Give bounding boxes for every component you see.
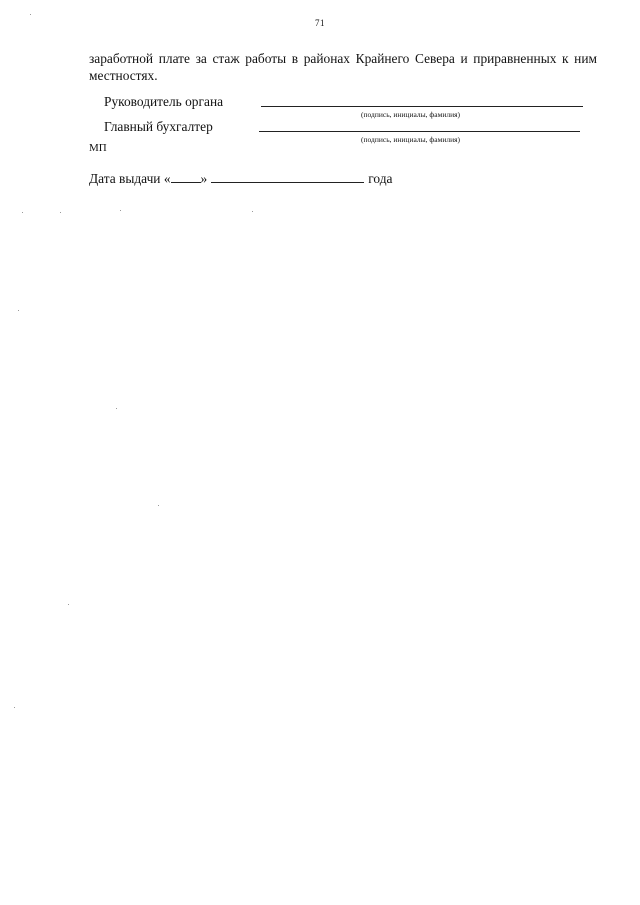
- issue-date-month-blank: [211, 170, 364, 183]
- stamp-label: МП: [89, 142, 107, 154]
- scan-speck: [60, 212, 61, 213]
- signature-label-head: Руководитель органа: [104, 94, 224, 109]
- signature-caption-head: (подпись, инициалы, фамилия): [361, 110, 461, 119]
- signature-caption-accountant: (подпись, инициалы, фамилия): [361, 135, 461, 144]
- signature-line-head: [261, 106, 583, 107]
- scan-speck: [14, 707, 15, 708]
- scan-speck: [22, 212, 23, 213]
- issue-date-day-blank: [171, 170, 201, 183]
- scan-speck: [120, 210, 121, 211]
- issue-date-prefix: Дата выдачи «: [89, 171, 171, 186]
- scan-speck: [18, 310, 19, 311]
- scan-speck: [68, 604, 69, 605]
- issue-date-suffix: года: [368, 171, 393, 186]
- scan-speck: [252, 211, 253, 212]
- scan-speck: [116, 408, 117, 409]
- body-paragraph: заработной плате за стаж работы в районах Крайнего Севера и приравненных к ним местностях.: [89, 51, 597, 83]
- issue-date-middle: »: [200, 171, 208, 186]
- scan-speck: [158, 505, 159, 506]
- issue-date-row: [89, 170, 392, 187]
- scan-speck: [30, 14, 31, 15]
- signature-label-accountant: Главный бухгалтер: [104, 119, 213, 134]
- signature-line-accountant: [259, 131, 580, 132]
- page-number: 71: [315, 18, 325, 28]
